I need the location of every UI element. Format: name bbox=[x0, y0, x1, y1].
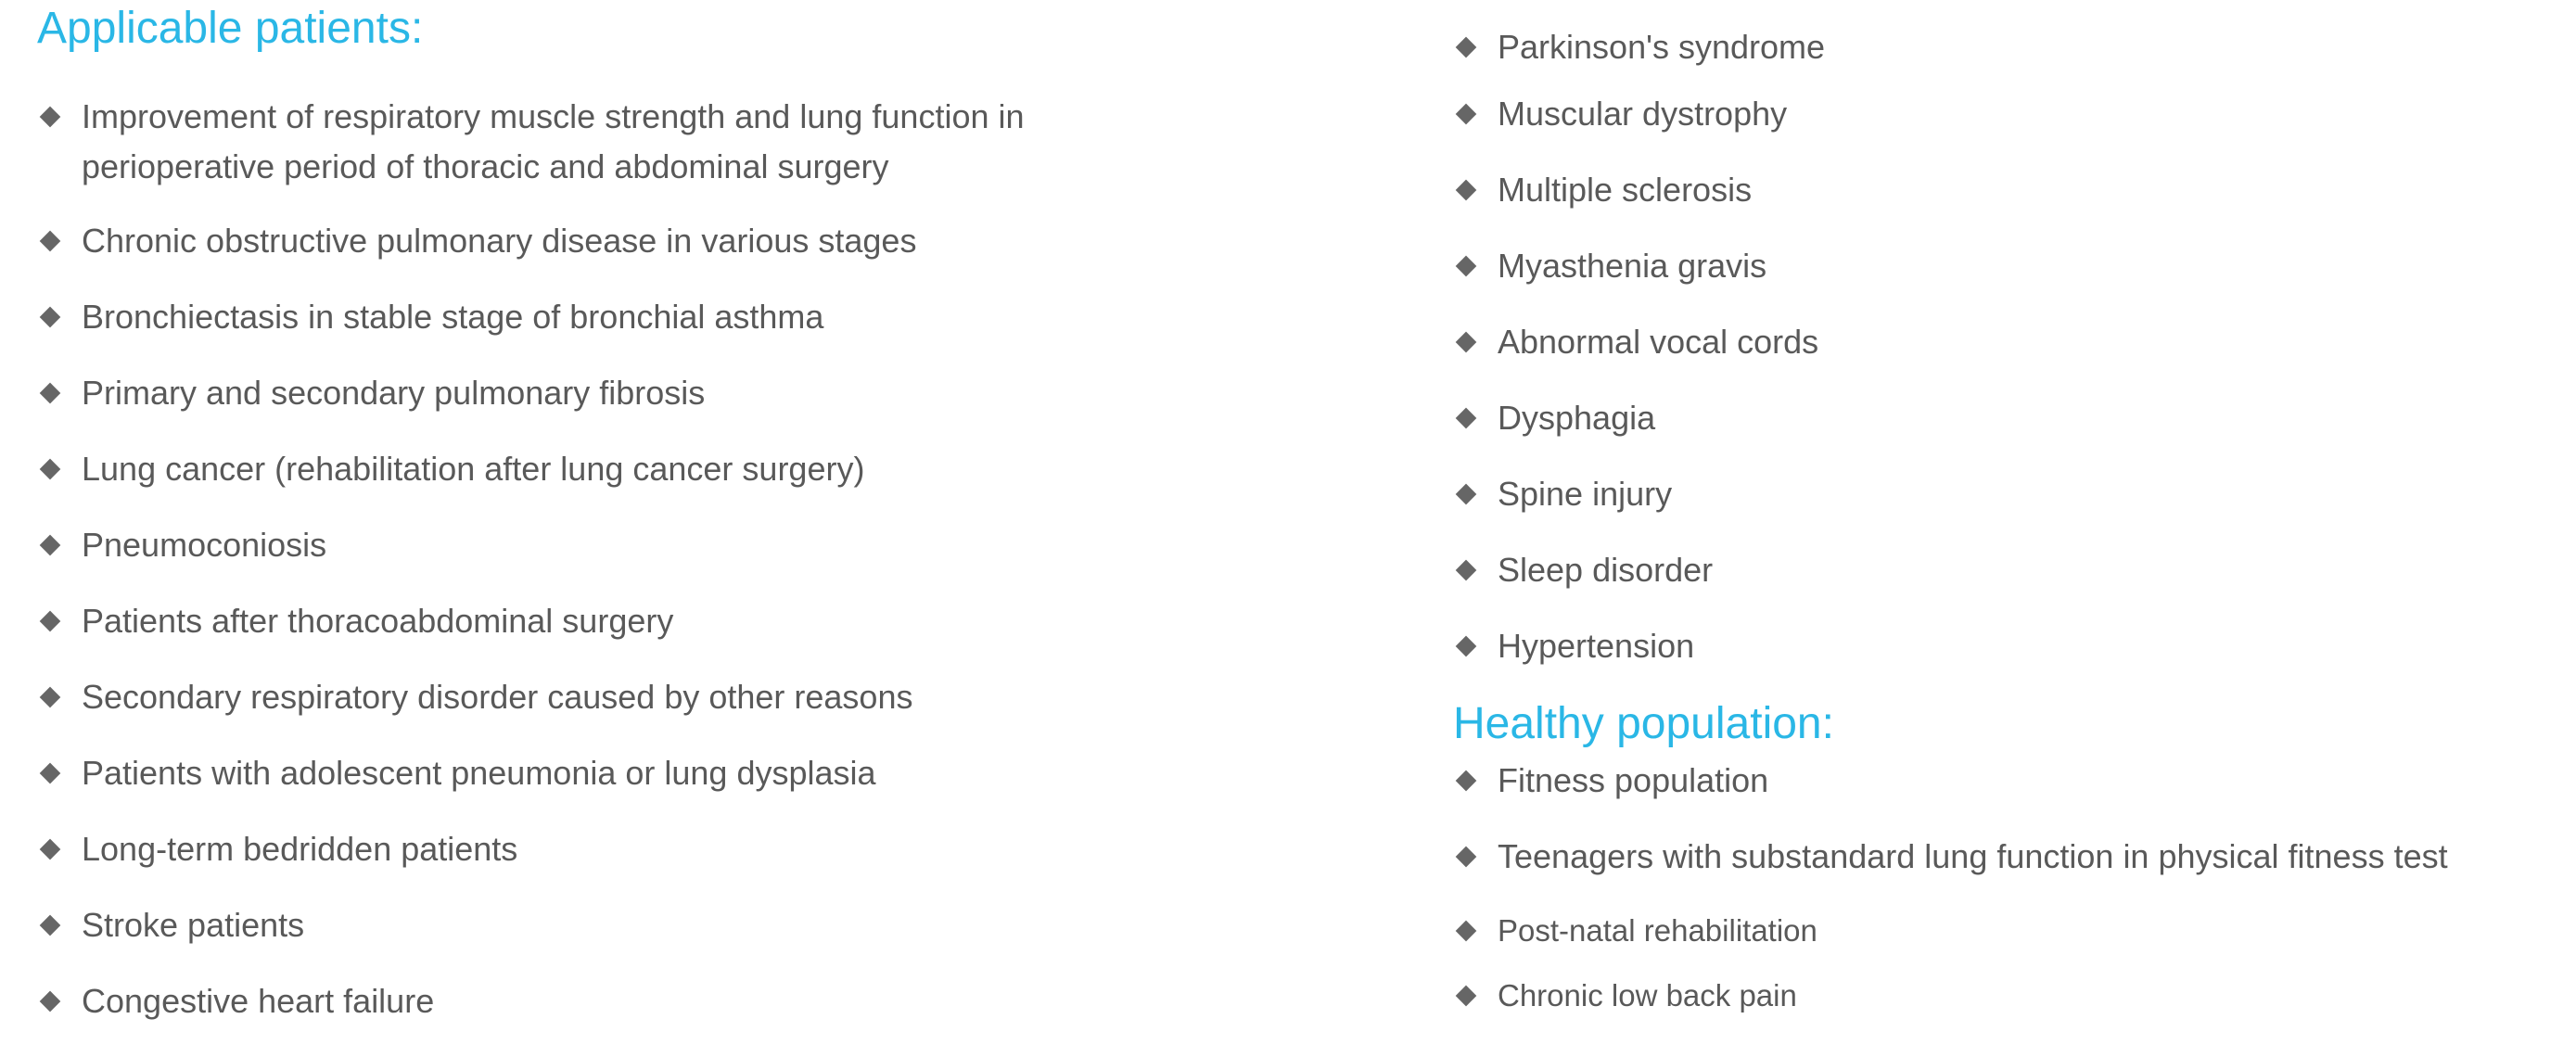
list-item bbox=[1453, 621, 2566, 671]
list-item-text: Muscular dystrophy bbox=[1498, 95, 1788, 133]
diamond-icon bbox=[1457, 561, 1475, 579]
diamond-icon bbox=[1457, 637, 1475, 656]
list-item-text: Sleep disorder bbox=[1498, 551, 1714, 589]
list-item bbox=[1453, 241, 2566, 291]
right-column bbox=[1453, 0, 2566, 1038]
list-item-text: Teenagers with substandard lung function in physical fitness test bbox=[1498, 836, 2448, 875]
list-item bbox=[1453, 973, 2566, 1019]
list-item bbox=[1453, 756, 2566, 806]
diamond-icon bbox=[41, 992, 59, 1011]
diamond-icon bbox=[41, 308, 59, 326]
diamond-icon bbox=[1457, 987, 1475, 1005]
list-item bbox=[37, 672, 1335, 722]
list-item bbox=[37, 900, 1335, 950]
diamond-icon bbox=[1457, 771, 1475, 790]
list-item-text: Secondary respiratory disorder caused by other reasons bbox=[82, 677, 913, 716]
list-item bbox=[1453, 89, 2566, 139]
diamond-icon bbox=[41, 232, 59, 250]
list-item bbox=[37, 520, 1335, 570]
list-item bbox=[37, 292, 1335, 342]
diamond-icon bbox=[41, 840, 59, 859]
list-item bbox=[37, 824, 1335, 874]
list-item-text: Improvement of respiratory muscle strength and lung function in perioperative period of thoracic and abdominal surgery bbox=[82, 96, 1025, 185]
list-item-text: Hypertension bbox=[1498, 627, 1695, 665]
diamond-icon bbox=[1457, 105, 1475, 123]
list-item-text: Lung cancer (rehabilitation after lung cancer surgery) bbox=[82, 449, 865, 488]
list-item-text: Fitness population bbox=[1498, 760, 1769, 799]
applicable-patients-heading: Applicable patients: bbox=[37, 4, 424, 53]
list-item-text: Post-natal rehabilitation bbox=[1498, 912, 1817, 948]
list-item bbox=[1453, 832, 2566, 882]
list-item-text: Abnormal vocal cords bbox=[1498, 323, 1819, 361]
diamond-icon bbox=[1457, 409, 1475, 427]
healthy-population-heading: Healthy population: bbox=[1453, 699, 1834, 748]
diamond-icon bbox=[41, 108, 59, 126]
list-item bbox=[1453, 317, 2566, 367]
list-item-text: Primary and secondary pulmonary fibrosis bbox=[82, 373, 706, 412]
list-item bbox=[1453, 545, 2566, 595]
list-item bbox=[37, 748, 1335, 798]
list-item-text: Congestive heart failure bbox=[82, 981, 435, 1020]
list-item bbox=[37, 976, 1335, 1026]
diamond-icon bbox=[41, 536, 59, 554]
diamond-icon bbox=[1457, 485, 1475, 503]
diamond-icon bbox=[41, 916, 59, 935]
list-item-text: Pneumoconiosis bbox=[82, 525, 327, 564]
diamond-icon bbox=[1457, 922, 1475, 940]
list-item-text: Parkinson's syndrome bbox=[1498, 28, 1826, 66]
list-item-text: Patients after thoracoabdominal surgery bbox=[82, 601, 674, 640]
list-item bbox=[37, 596, 1335, 646]
list-item-text: Bronchiectasis in stable stage of bronchial asthma bbox=[82, 297, 824, 336]
list-item bbox=[1453, 393, 2566, 443]
diamond-icon bbox=[41, 460, 59, 478]
list-item-text: Patients with adolescent pneumonia or lung dysplasia bbox=[82, 753, 876, 792]
diamond-icon bbox=[41, 384, 59, 402]
list-item bbox=[1453, 22, 2566, 72]
diamond-icon bbox=[1457, 333, 1475, 351]
diamond-icon bbox=[41, 612, 59, 630]
list-item-text: Myasthenia gravis bbox=[1498, 247, 1767, 285]
list-item-text: Chronic obstructive pulmonary disease in various stages bbox=[82, 221, 917, 260]
diamond-icon bbox=[1457, 847, 1475, 866]
list-item bbox=[1453, 165, 2566, 215]
list-item-text: Spine injury bbox=[1498, 475, 1673, 513]
list-item-text: Long-term bedridden patients bbox=[82, 829, 518, 868]
healthy-population-list bbox=[1453, 756, 2566, 1019]
diamond-icon bbox=[41, 688, 59, 707]
list-item-text: Stroke patients bbox=[82, 905, 305, 944]
list-item bbox=[1453, 908, 2566, 954]
list-item bbox=[37, 444, 1335, 494]
list-item bbox=[37, 216, 1335, 266]
list-item-text: Multiple sclerosis bbox=[1498, 171, 1753, 209]
list-item bbox=[37, 92, 1335, 192]
list-item bbox=[1453, 469, 2566, 519]
list-item bbox=[37, 368, 1335, 418]
applicable-patients-list-continued bbox=[1453, 0, 2566, 671]
diamond-icon bbox=[1457, 257, 1475, 275]
diamond-icon bbox=[41, 764, 59, 783]
applicable-patients-section bbox=[37, 0, 1335, 1052]
list-item-text: Dysphagia bbox=[1498, 399, 1656, 437]
list-item-text: Chronic low back pain bbox=[1498, 977, 1797, 1012]
diamond-icon bbox=[1457, 181, 1475, 199]
applicable-patients-list bbox=[37, 92, 1335, 1026]
diamond-icon bbox=[1457, 38, 1475, 57]
